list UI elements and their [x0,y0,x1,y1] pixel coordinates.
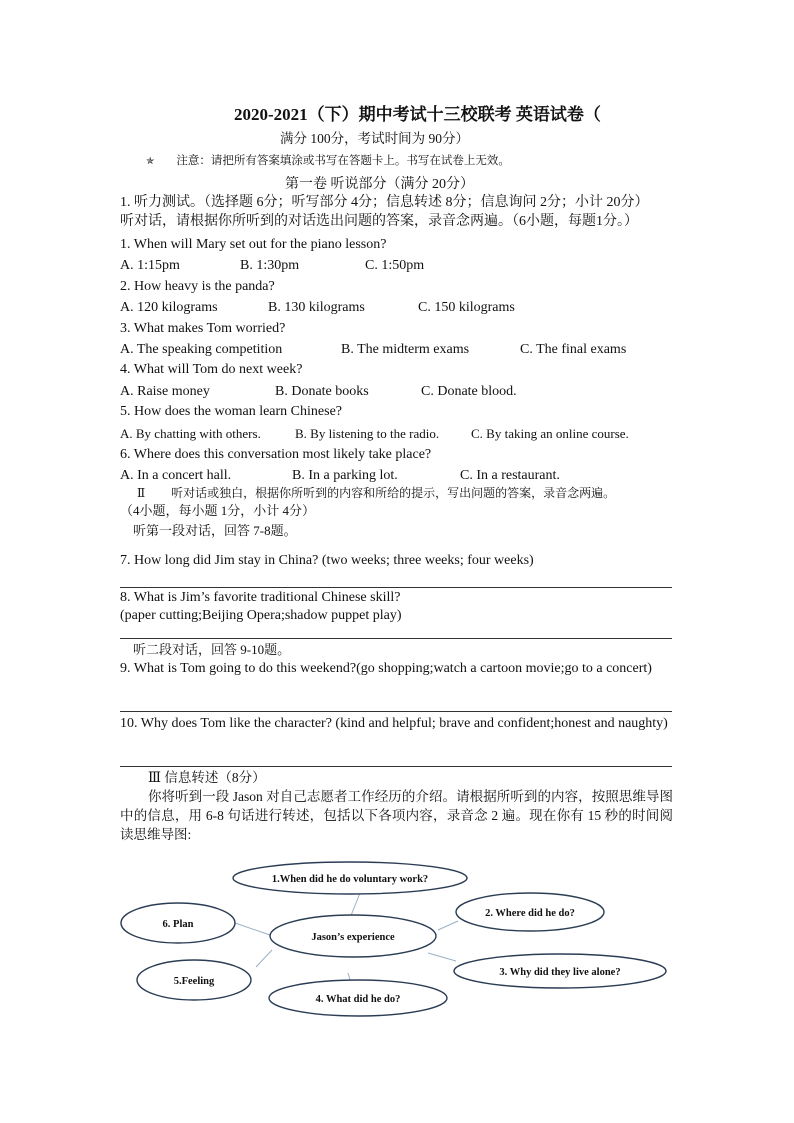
part2-count: （4小题，每小题 1分，小计 4分） [120,503,316,518]
q3-option-a: A. The speaking competition [120,342,283,357]
part2-instruction: 听对话或独白，根据你所听到的内容和所给的提示，写出问题的答案，录音念两遍。 [171,486,616,500]
connector-6 [235,923,270,935]
part3-instruction: 你将听到一段 Jason 对自己志愿者工作经历的介绍。请根据所听到的内容，按照思维导图中的信息，用 6-8 句话进行转述，包括以下各项内容，录音念 2 遍。现在你有 15 秒的时间阅读思维导图: [120,789,673,842]
q6-option-c: C. In a restaurant. [460,468,560,483]
exam-subtitle: 满分 100分，考试时间为 90分） [280,131,469,146]
question-7: 7. How long did Jim stay in China? (two weeks; three weeks; four weeks) [120,553,534,568]
center-node-label: Jason’s experience [311,932,395,943]
notice-text: 注意：请把所有答案填涂或书写在答题卡上。书写在试卷上无效。 [176,155,510,167]
part2-heading [137,484,615,502]
q3-option-c: C. The final exams [520,342,627,357]
question-8: 8. What is Jim’s favorite traditional Chinese skill? [120,590,401,605]
q2-option-b: B. 130 kilograms [268,300,365,315]
node-6-label: 6. Plan [162,919,194,930]
part1-heading: 1. 听力测试。（选择题 6分；听写部分 4分；信息转述 8分；信息询问 2分；小计 20分） [120,195,649,210]
node-2-label: 2. Where did he do? [485,908,575,919]
question-1: 1. When will Mary set out for the piano lesson? [120,237,387,252]
q5-option-c: C. By taking an online course. [471,426,629,441]
q6-option-b: B. In a parking lot. [292,468,398,483]
question-4: 4. What will Tom do next week? [120,362,303,377]
q4-option-b: B. Donate books [275,384,369,399]
q4-option-c: C. Donate blood. [421,384,517,399]
dialog-2-label: 听二段对话，回答 9-10题。 [133,642,291,657]
node-1-label: 1.When did he do voluntary work? [271,874,429,885]
q4-option-a: A. Raise money [120,384,210,399]
dialog-1-label: 听第一段对话，回答 7-8题。 [133,523,297,538]
notice [146,152,510,168]
section-one-heading: 第一卷 听说部分（满分 20分） [285,177,474,192]
node-3-label: 3. Why did they live alone? [499,967,621,978]
connector-3 [428,953,456,961]
node-5-label: 5.Feeling [173,976,215,987]
part2-numeral: Ⅱ [137,486,146,500]
q2-option-c: C. 150 kilograms [418,300,515,315]
q1-option-b: B. 1:30pm [240,258,300,273]
question-5: 5. How does the woman learn Chinese? [120,404,342,419]
answer-line-8 [120,638,672,639]
connector-5 [256,950,272,967]
mind-map [110,855,680,1025]
question-3: 3. What makes Tom worried? [120,321,286,336]
q2-option-a: A. 120 kilograms [120,300,218,315]
part3-heading: Ⅲ 信息转述（8分） [148,770,266,785]
answer-line-10 [120,766,672,767]
node-4-label: 4. What did he do? [315,994,401,1005]
q6-option-a: A. In a concert hall. [120,468,232,483]
question-10: 10. Why does Tom like the character? (kind and helpful; brave and confident;honest and naughty) [120,716,668,731]
question-2: 2. How heavy is the panda? [120,279,275,294]
q3-option-b: B. The midterm exams [341,342,470,357]
q1-option-c: C. 1:50pm [365,258,425,273]
answer-line-9 [120,711,672,712]
connector-2 [438,921,458,930]
question-8-hint: (paper cutting;Beijing Opera;shadow puppet play) [120,608,402,623]
exam-title: 2020-2021（下）期中考试十三校联考 英语试卷（ [234,105,601,124]
star-icon: ✯ [146,156,155,167]
q5-option-b: B. By listening to the radio. [295,426,440,441]
q1-option-a: A. 1:15pm [120,258,180,273]
answer-line-7 [120,587,672,588]
question-9: 9. What is Tom going to do this weekend?(go shopping;watch a cartoon movie;go to a concert) [120,661,652,676]
part1-instruction: 听对话，请根据你所听到的对话选出问题的答案，录音念两遍。（6小题，每题1分。） [120,214,638,229]
q5-option-a: A. By chatting with others. [120,426,261,441]
question-6: 6. Where does this conversation most likely take place? [120,447,432,462]
